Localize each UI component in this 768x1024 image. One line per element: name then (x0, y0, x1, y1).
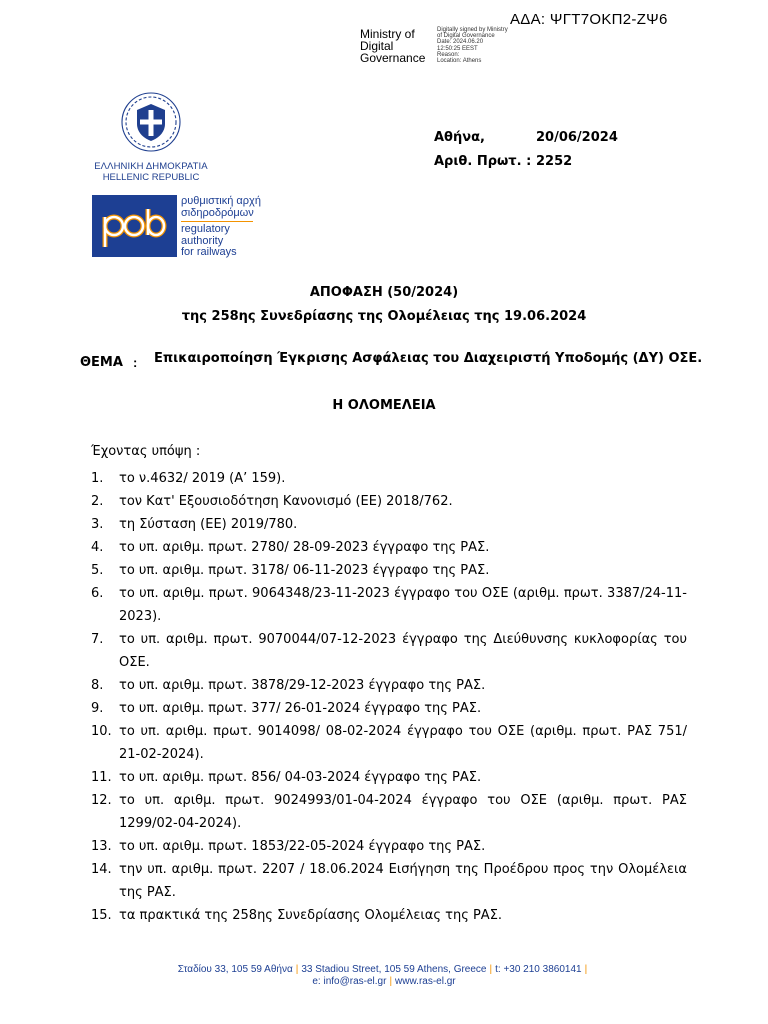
item-number: 3. (91, 517, 104, 532)
list-item (91, 559, 687, 582)
item-text: την υπ. αριθμ. πρωτ. 2207 / 18.06.2024 Εισήγηση της Προέδρου προς την Ολομέλεια της ΡΑΣ. (119, 862, 687, 900)
ras-greek-line: σιδηροδρόμων (181, 206, 254, 219)
list-item (91, 766, 687, 789)
item-text: τα πρακτικά της 258ης Συνεδρίασης Ολομέλειας της ΡΑΣ. (119, 908, 503, 923)
item-number: 12. (91, 793, 112, 808)
item-text: τον Κατ' Εξουσιοδότηση Κανονισμό (ΕΕ) 2018/762. (119, 494, 453, 509)
footer-separator: | (295, 964, 299, 975)
considerations-list (91, 467, 687, 927)
item-text: το υπ. αριθμ. πρωτ. 9024993/01-04-2024 έγγραφο του ΟΣΕ (αριθμ. πρωτ. ΡΑΣ 1299/02-04-2024). (119, 793, 687, 831)
list-item (91, 720, 687, 766)
item-number: 4. (91, 540, 104, 555)
footer-phone: t: +30 210 3860141 (495, 964, 582, 975)
item-text: τη Σύσταση (ΕΕ) 2019/780. (119, 517, 298, 532)
plenary-heading: Η ΟΛΟΜΕΛΕΙΑ (332, 398, 436, 413)
emblem-english-label: HELLENIC REPUBLIC (102, 172, 200, 183)
list-item (91, 835, 687, 858)
list-item (91, 582, 687, 628)
item-text: το υπ. αριθμ. πρωτ. 9014098/ 08-02-2024 έγγραφο του ΟΣΕ (αριθμ. πρωτ. ΡΑΣ 751/ 21-02-2024). (119, 724, 687, 762)
list-item (91, 697, 687, 720)
item-text: το υπ. αριθμ. πρωτ. 856/ 04-03-2024 έγγραφο της ΡΑΣ. (119, 770, 482, 785)
item-number: 14. (91, 862, 112, 877)
ras-english-line: for railways (181, 246, 237, 258)
subject-label: ΘΕΜΑ (80, 355, 123, 370)
signature-org-line: Ministry of (360, 27, 415, 41)
signature-detail: Date: 2024.06.20 (437, 39, 484, 46)
considerations-intro: Έχοντας υπόψη : (91, 444, 201, 459)
protocol-label: Αριθ. Πρωτ. : (434, 154, 532, 169)
item-number: 10. (91, 724, 112, 739)
item-text: το υπ. αριθμ. πρωτ. 2780/ 28-09-2023 έγγραφο της ΡΑΣ. (119, 540, 490, 555)
item-number: 5. (91, 563, 104, 578)
item-text: το υπ. αριθμ. πρωτ. 1853/22-05-2024 έγγραφο της ΡΑΣ. (119, 839, 486, 854)
item-text: το υπ. αριθμ. πρωτ. 377/ 26-01-2024 έγγραφο της ΡΑΣ. (119, 701, 482, 716)
signature-detail: Digitally signed by Ministry (437, 27, 508, 33)
signature-org-line: Governance (360, 51, 426, 65)
document-date: 20/06/2024 (536, 130, 618, 145)
ras-english-line: authority (181, 234, 224, 247)
signature-organization (360, 28, 425, 64)
item-number: 11. (91, 770, 112, 785)
signature-detail: of Digital Governance (437, 33, 495, 40)
signature-detail: Location: Athens (437, 58, 482, 65)
list-item (91, 904, 687, 927)
item-text: το υπ. αριθμ. πρωτ. 9070044/07-12-2023 έγγραφο της Διεύθυνσης κυκλοφορίας του ΟΣΕ. (119, 632, 687, 670)
item-number: 7. (91, 632, 104, 647)
footer-separator: | (489, 964, 493, 975)
list-item (91, 513, 687, 536)
item-number: 6. (91, 586, 104, 601)
signature-detail: 12:50:25 EEST (437, 45, 478, 52)
list-item (91, 674, 687, 697)
list-item (91, 536, 687, 559)
footer-address-greek: Σταδίου 33, 105 59 Αθήνα (177, 964, 293, 975)
item-number: 15. (91, 908, 112, 923)
footer-web-link[interactable]: www.ras-el.gr (395, 976, 456, 987)
ras-divider (181, 221, 253, 222)
signature-detail: Reason: (437, 51, 460, 58)
subject-text: Επικαιροποίηση Έγκρισης Ασφάλειας του Διαχειριστή Υποδομής (ΔΥ) ΟΣΕ. (154, 351, 703, 366)
ras-logo-icon (92, 195, 177, 257)
footer-contact-line (0, 976, 768, 988)
item-text: το υπ. αριθμ. πρωτ. 9064348/23-11-2023 έγγραφο του ΟΣΕ (αριθμ. πρωτ. 3387/24-11-2023). (119, 586, 687, 624)
signature-org-line: Digital (360, 39, 394, 53)
list-item (91, 628, 687, 674)
list-item (91, 858, 687, 904)
ras-english-line: regulatory (181, 223, 230, 235)
footer-address-english: 33 Stadiou Street, 105 59 Athens, Greece (301, 964, 487, 975)
hellenic-republic-emblem (92, 90, 210, 183)
footer-email-link[interactable]: e: info@ras-el.gr (312, 976, 387, 987)
ada-code: ΑΔΑ: ΨΓΤ7ΟΚΠ2-ΖΨ6 (510, 11, 668, 28)
subject-colon: : (133, 355, 138, 370)
protocol-number: 2252 (536, 154, 573, 169)
item-number: 8. (91, 678, 104, 693)
item-text: το ν.4632/ 2019 (Α’ 159). (119, 471, 286, 486)
item-number: 2. (91, 494, 104, 509)
signature-details (437, 27, 508, 64)
ras-logo (92, 195, 177, 262)
footer-separator: | (389, 976, 393, 987)
item-number: 1. (91, 471, 104, 486)
list-item (91, 789, 687, 835)
footer-address-line (0, 964, 768, 976)
footer-separator: | (584, 964, 588, 975)
item-number: 9. (91, 701, 104, 716)
emblem-greek-label: ΕΛΛΗΝΙΚΗ ΔΗΜΟΚΡΑΤΙΑ (94, 161, 208, 172)
coat-of-arms-icon (119, 90, 183, 154)
decision-title: ΑΠΟΦΑΣΗ (50/2024) (309, 285, 459, 300)
decision-subtitle: της 258ης Συνεδρίασης της Ολομέλειας της 19.06.2024 (181, 309, 587, 324)
item-number: 13. (91, 839, 112, 854)
item-text: το υπ. αριθμ. πρωτ. 3178/ 06-11-2023 έγγραφο της ΡΑΣ. (119, 563, 490, 578)
ras-logo-text (181, 196, 261, 259)
item-text: το υπ. αριθμ. πρωτ. 3878/29-12-2023 έγγραφο της ΡΑΣ. (119, 678, 486, 693)
document-header-info (434, 126, 618, 174)
list-item (91, 467, 687, 490)
place-label: Αθήνα, (434, 130, 485, 145)
list-item (91, 490, 687, 513)
ras-greek-line: ρυθμιστική αρχή (181, 195, 261, 207)
